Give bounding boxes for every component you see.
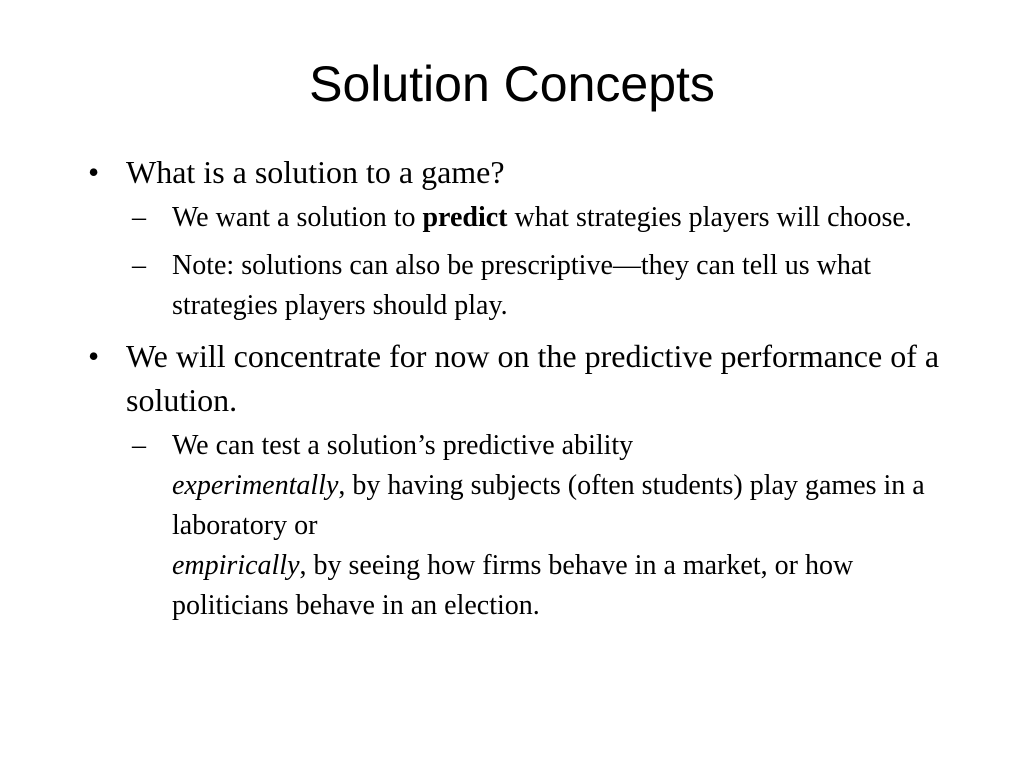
bullet-marker: • — [88, 154, 100, 190]
slide-body — [82, 150, 942, 634]
dash-marker: – — [132, 250, 146, 281]
sub-bullet-text-post: what strategies players will choose. — [507, 202, 912, 233]
sub-bullet-text-mid: , by having subjects (often students) play games in a laboratory or — [172, 470, 925, 541]
bullet-list — [82, 150, 942, 626]
bullet-item — [82, 150, 942, 326]
slide-title: Solution Concepts — [309, 56, 715, 112]
bullet-text: What is a solution to a game? — [126, 154, 505, 190]
sub-bullet-text-pre: We want a solution to — [172, 202, 423, 233]
bullet-marker: • — [88, 338, 100, 374]
sub-bullet-text-end: , by seeing how firms behave in a market, or how politicians behave in an election. — [172, 550, 854, 621]
emphasis-empirically: empirically — [172, 550, 300, 581]
sub-bullet-item — [126, 198, 942, 238]
bullet-item — [82, 334, 942, 626]
sub-bullet-text: Note: solutions can also be prescriptive—they can tell us what strategies players should play. — [172, 250, 872, 321]
sub-bullet-item — [126, 246, 942, 326]
dash-marker: – — [132, 202, 146, 233]
sub-bullet-list — [126, 198, 942, 326]
bullet-text: We will concentrate for now on the predictive performance of a solution. — [126, 338, 940, 418]
sub-bullet-text-line1: We can test a solution’s predictive ability — [172, 430, 634, 461]
sub-bullet-item — [126, 426, 942, 626]
emphasis-experimentally: experimentally — [172, 470, 339, 501]
emphasis-predict: predict — [422, 202, 508, 233]
sub-bullet-list — [126, 426, 942, 626]
dash-marker: – — [132, 430, 146, 461]
